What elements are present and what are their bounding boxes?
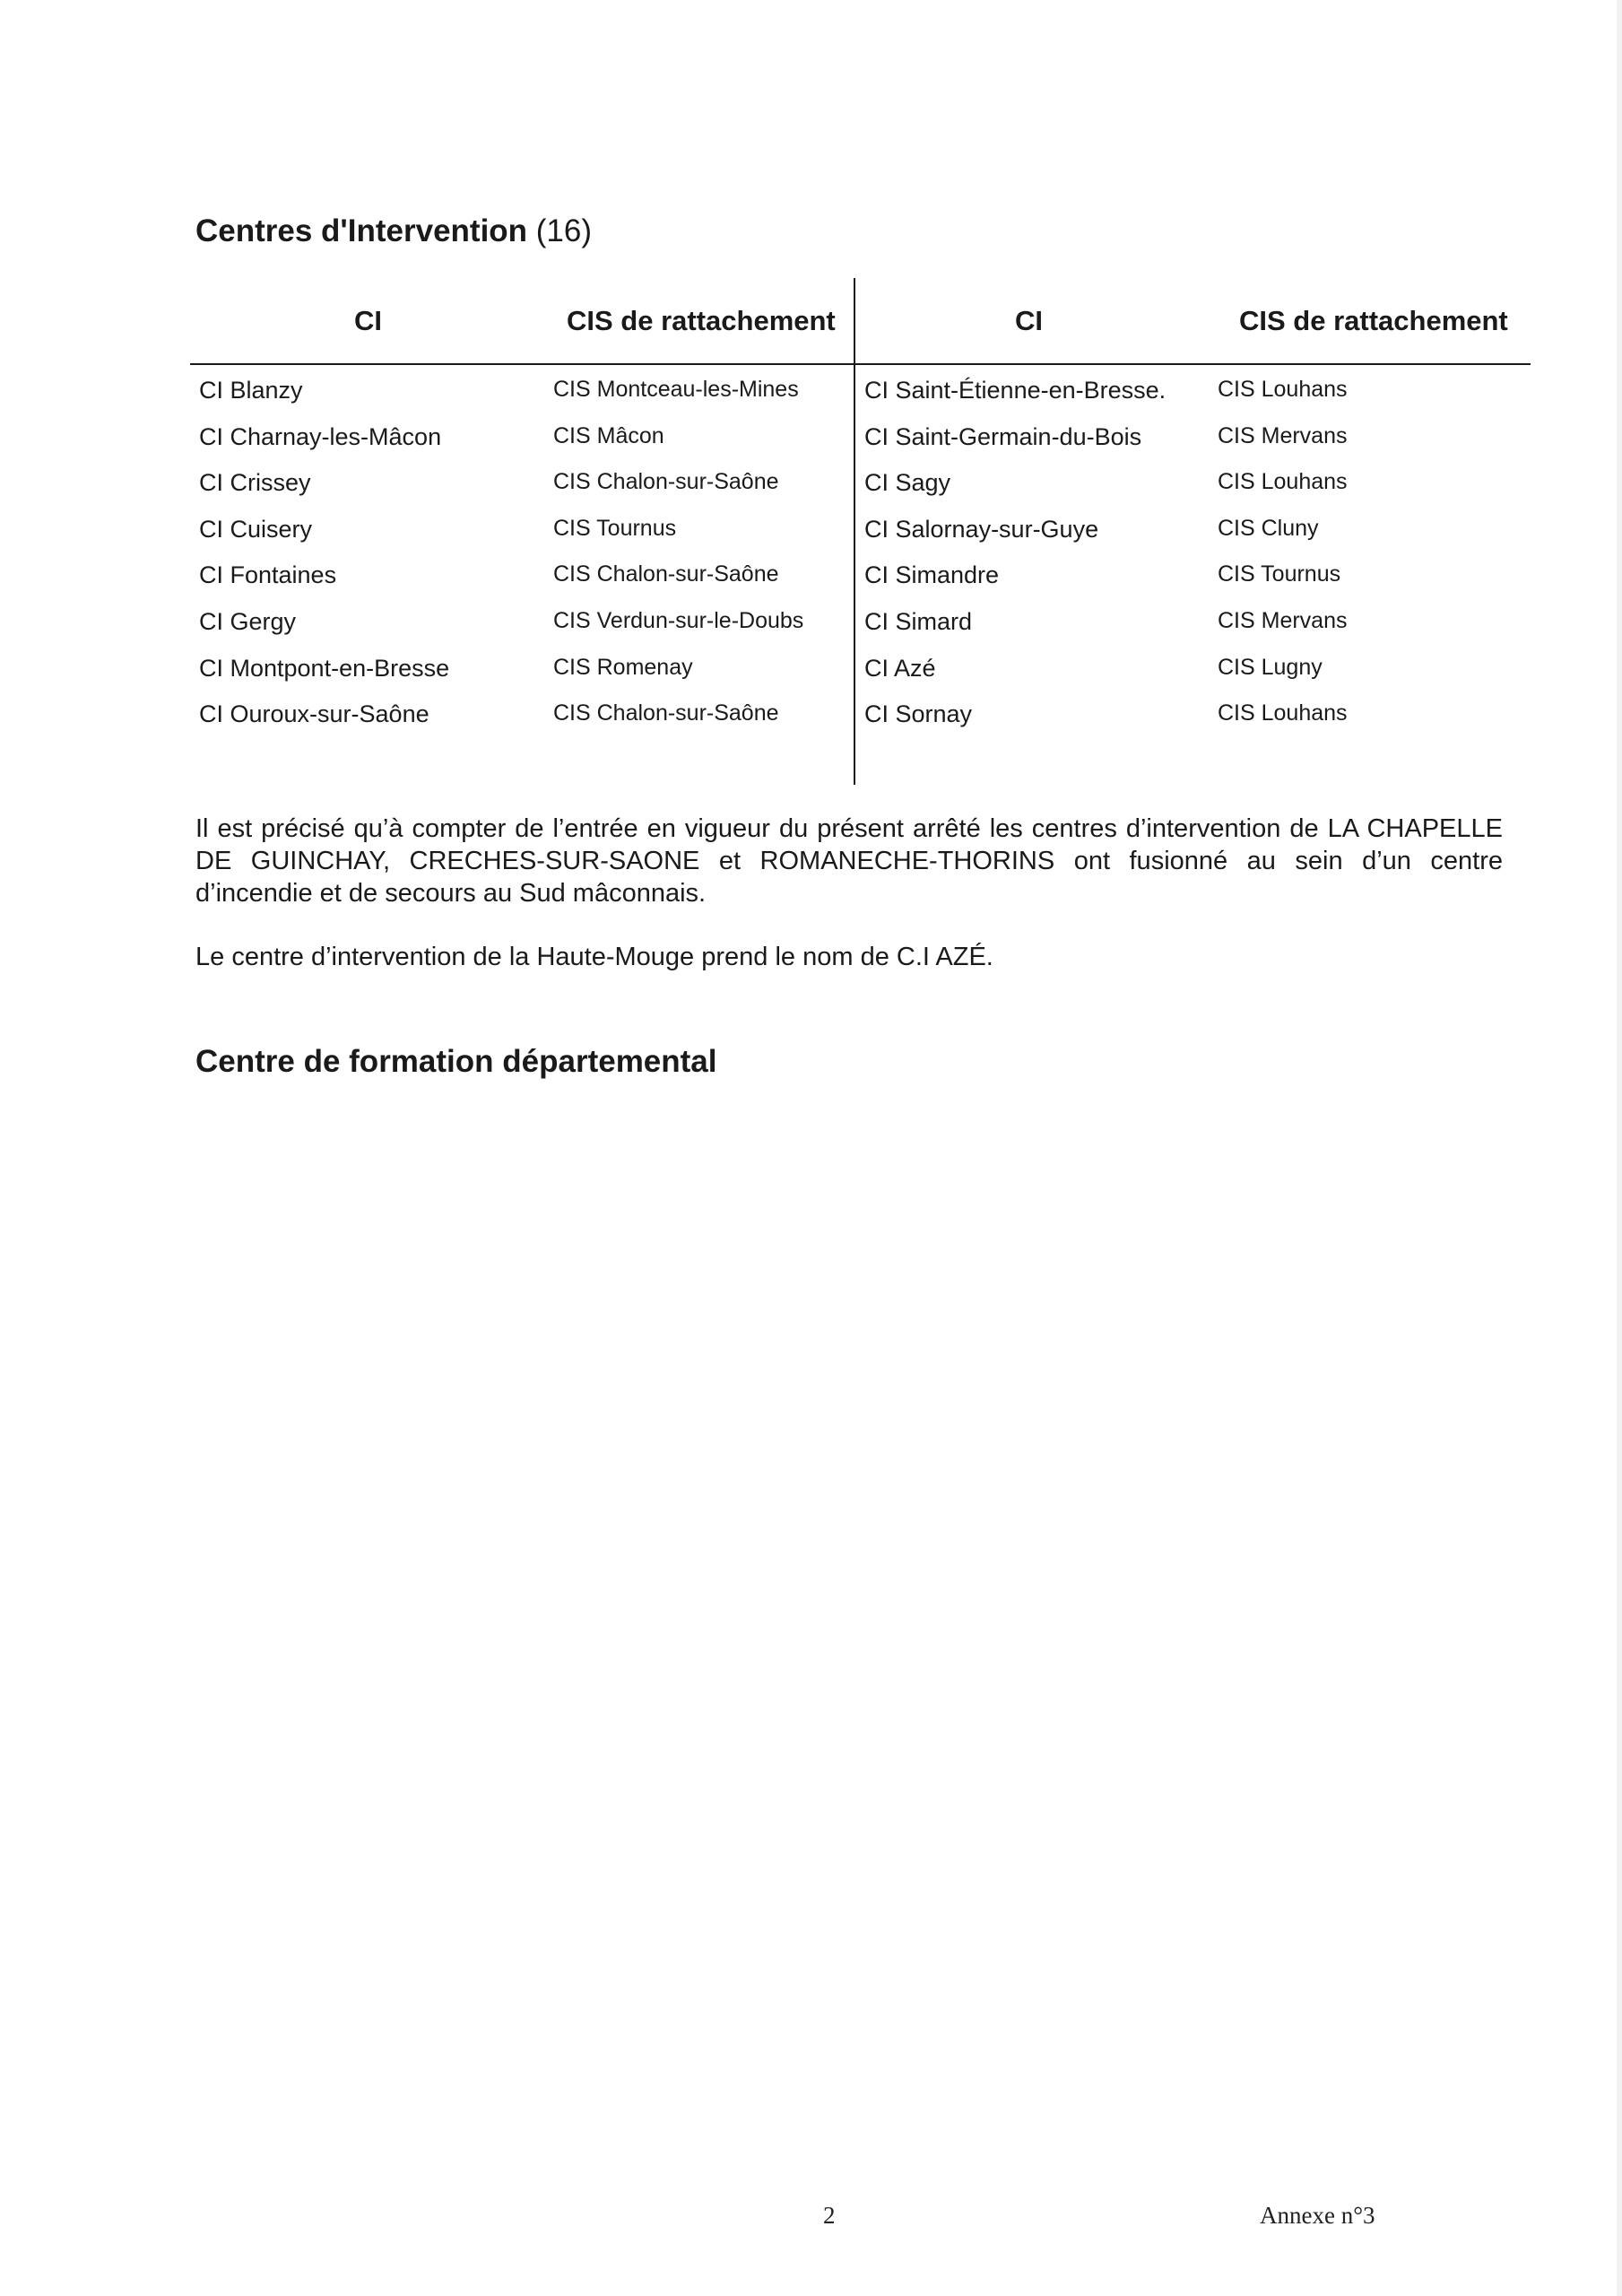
page-edge <box>1617 0 1622 2296</box>
cell-ci-right: CI Simandre <box>864 561 1000 589</box>
section-title-centre-formation: Centre de formation départemental <box>195 1044 717 1079</box>
table-row <box>190 414 1531 461</box>
header-ci-left: CI <box>354 305 382 336</box>
cell-ci-left: CI Charnay-les-Mâcon <box>199 422 442 450</box>
cell-ci-right: CI Simard <box>864 607 973 635</box>
cell-ci-left: CI Ouroux-sur-Saône <box>199 700 429 728</box>
table-row <box>190 691 1531 738</box>
header-cis-left: CIS de rattachement <box>567 305 836 336</box>
cell-cis-left: CIS Verdun-sur-le-Doubs <box>553 607 804 633</box>
table-row <box>190 552 1531 599</box>
cell-cis-left: CIS Chalon-sur-Saône <box>553 561 779 587</box>
paragraph-fusion: Il est précisé qu’à compter de l’entrée en vigueur du présent arrêté les centres d’intervention de LA CHAPELLE DE GUINCHAY, CRECHES-SUR-SAONE et ROMANECHE-THORINS ont fusionné au sein d’un centre d’incendie et de secours au Sud mâconnais. <box>195 814 1503 908</box>
cell-ci-left: CI Blanzy <box>199 377 303 404</box>
cell-ci-left: CI Gergy <box>199 607 297 635</box>
cell-cis-left: CIS Chalon-sur-Saône <box>553 469 779 495</box>
cell-ci-right: CI Saint-Germain-du-Bois <box>864 422 1142 450</box>
cell-ci-right: CI Sagy <box>864 469 951 497</box>
table-row <box>190 368 1531 414</box>
cell-cis-right: CIS Cluny <box>1218 515 1319 541</box>
cell-cis-right: CIS Tournus <box>1218 561 1341 587</box>
cell-ci-left: CI Cuisery <box>199 515 313 543</box>
cell-cis-left: CIS Montceau-les-Mines <box>553 377 799 402</box>
header-ci-right: CI <box>1015 305 1043 336</box>
table-row <box>190 460 1531 507</box>
cell-cis-right: CIS Lugny <box>1218 654 1323 680</box>
cell-ci-right: CI Saint-Étienne-en-Bresse. <box>864 377 1167 404</box>
cell-cis-right: CIS Louhans <box>1218 469 1348 495</box>
cell-cis-left: CIS Mâcon <box>553 422 664 448</box>
cell-ci-left: CI Crissey <box>199 469 311 497</box>
table-body <box>190 368 1531 738</box>
cell-cis-right: CIS Louhans <box>1218 700 1348 726</box>
cell-cis-right: CIS Louhans <box>1218 377 1348 402</box>
page-number: 2 <box>823 2202 836 2229</box>
table-row <box>190 507 1531 553</box>
cell-cis-left: CIS Tournus <box>553 515 677 541</box>
cell-cis-right: CIS Mervans <box>1218 607 1348 633</box>
section-count: (16) <box>535 213 593 248</box>
cell-cis-right: CIS Mervans <box>1218 422 1348 448</box>
centres-intervention-table <box>190 278 1531 785</box>
section-title-centres-intervention <box>195 213 592 249</box>
paragraph-aze: Le centre d’intervention de la Haute-Mouge prend le nom de C.I AZÉ. <box>195 943 993 971</box>
cell-ci-right: CI Azé <box>864 654 936 682</box>
table-row <box>190 599 1531 646</box>
header-rule <box>190 363 1531 365</box>
cell-ci-right: CI Sornay <box>864 700 973 728</box>
header-cis-right: CIS de rattachement <box>1239 305 1508 336</box>
cell-ci-left: CI Montpont-en-Bresse <box>199 654 450 682</box>
cell-cis-left: CIS Chalon-sur-Saône <box>553 700 779 726</box>
cell-ci-right: CI Salornay-sur-Guye <box>864 515 1099 543</box>
section-title-text: Centres d'Intervention <box>195 213 528 248</box>
table-row <box>190 646 1531 692</box>
cell-ci-left: CI Fontaines <box>199 561 337 589</box>
annexe-label: Annexe n°3 <box>1260 2202 1375 2229</box>
cell-cis-left: CIS Romenay <box>553 654 693 680</box>
